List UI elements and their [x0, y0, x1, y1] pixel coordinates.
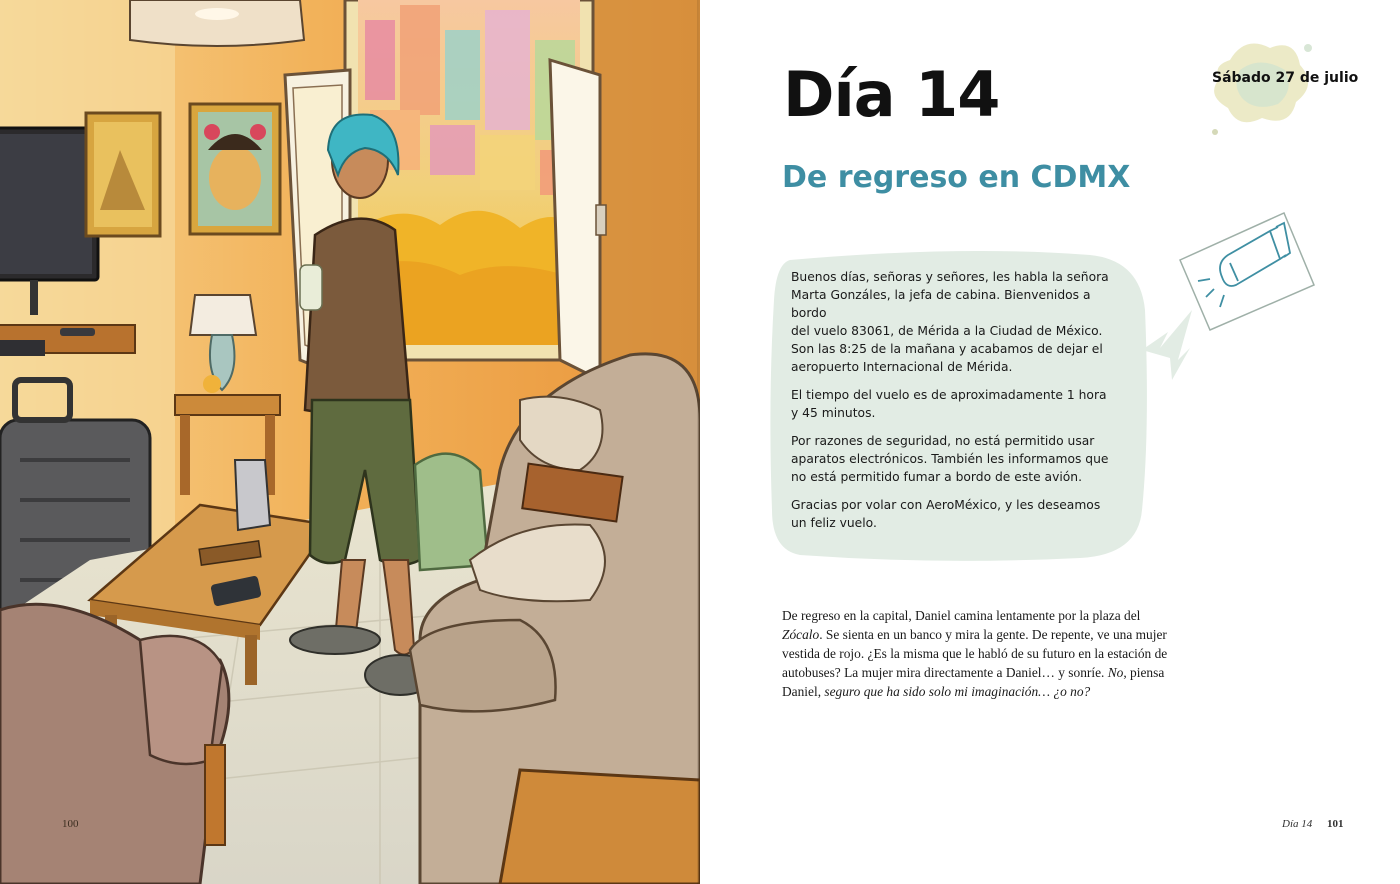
narrative-text: De regreso en la capital, Daniel camina lentamente por la plaza del — [782, 608, 1141, 623]
date-label: Sábado 27 de julio — [1212, 70, 1359, 86]
announcement-paragraph: Gracias por volar con AeroMéxico, y les deseamos un feliz vuelo. — [791, 498, 1101, 530]
narrative-text: , piensa Daniel, — [782, 665, 1165, 699]
announcement-paragraph: Por razones de seguridad, no está permitido usar aparatos electrónicos. También les informamos que no está permitido fumar a bordo de este avión. — [791, 434, 1109, 484]
megaphone-icon — [1172, 205, 1322, 340]
narrative-italic-thought: seguro que ha sido solo mi imaginación… ¿o no? — [824, 684, 1091, 699]
flight-announcement — [791, 268, 1111, 542]
page-number-right: 101 — [1327, 818, 1344, 830]
section-subtitle: De regreso en CDMX — [782, 160, 1131, 195]
narrative-italic-thought: No — [1107, 665, 1124, 680]
narrative-italic-place: Zócalo — [782, 627, 820, 642]
narrative-paragraph — [782, 606, 1182, 701]
right-page — [700, 0, 1400, 884]
announcement-paragraph: El tiempo del vuelo es de aproximadamente 1 hora y 45 minutos. — [791, 388, 1107, 420]
narrative-text: . Se sienta en un banco y mira la gente. De repente, ve una mujer vestida de rojo. ¿Es la misma que le habló de su futuro en la estación de autobuses? La mujer mira directamente a Daniel… y sonríe. — [782, 627, 1168, 680]
day-title: Día 14 — [783, 58, 1000, 131]
page-number-left: 100 — [62, 818, 79, 830]
armchair — [0, 604, 229, 884]
footer-section-label: Día 14 — [1282, 818, 1313, 830]
announcement-paragraph: Buenos días, señoras y señores, les habla la señora Marta Gonzáles, la jefa de cabina. Bienvenidos a bordo del vuelo 83061, de Mérida a la Ciudad de México. Son las 8:25 de la mañana y acabamos de dejar el aeropuerto Internacional de Mérida. — [791, 270, 1109, 374]
page-footer — [1282, 818, 1344, 830]
